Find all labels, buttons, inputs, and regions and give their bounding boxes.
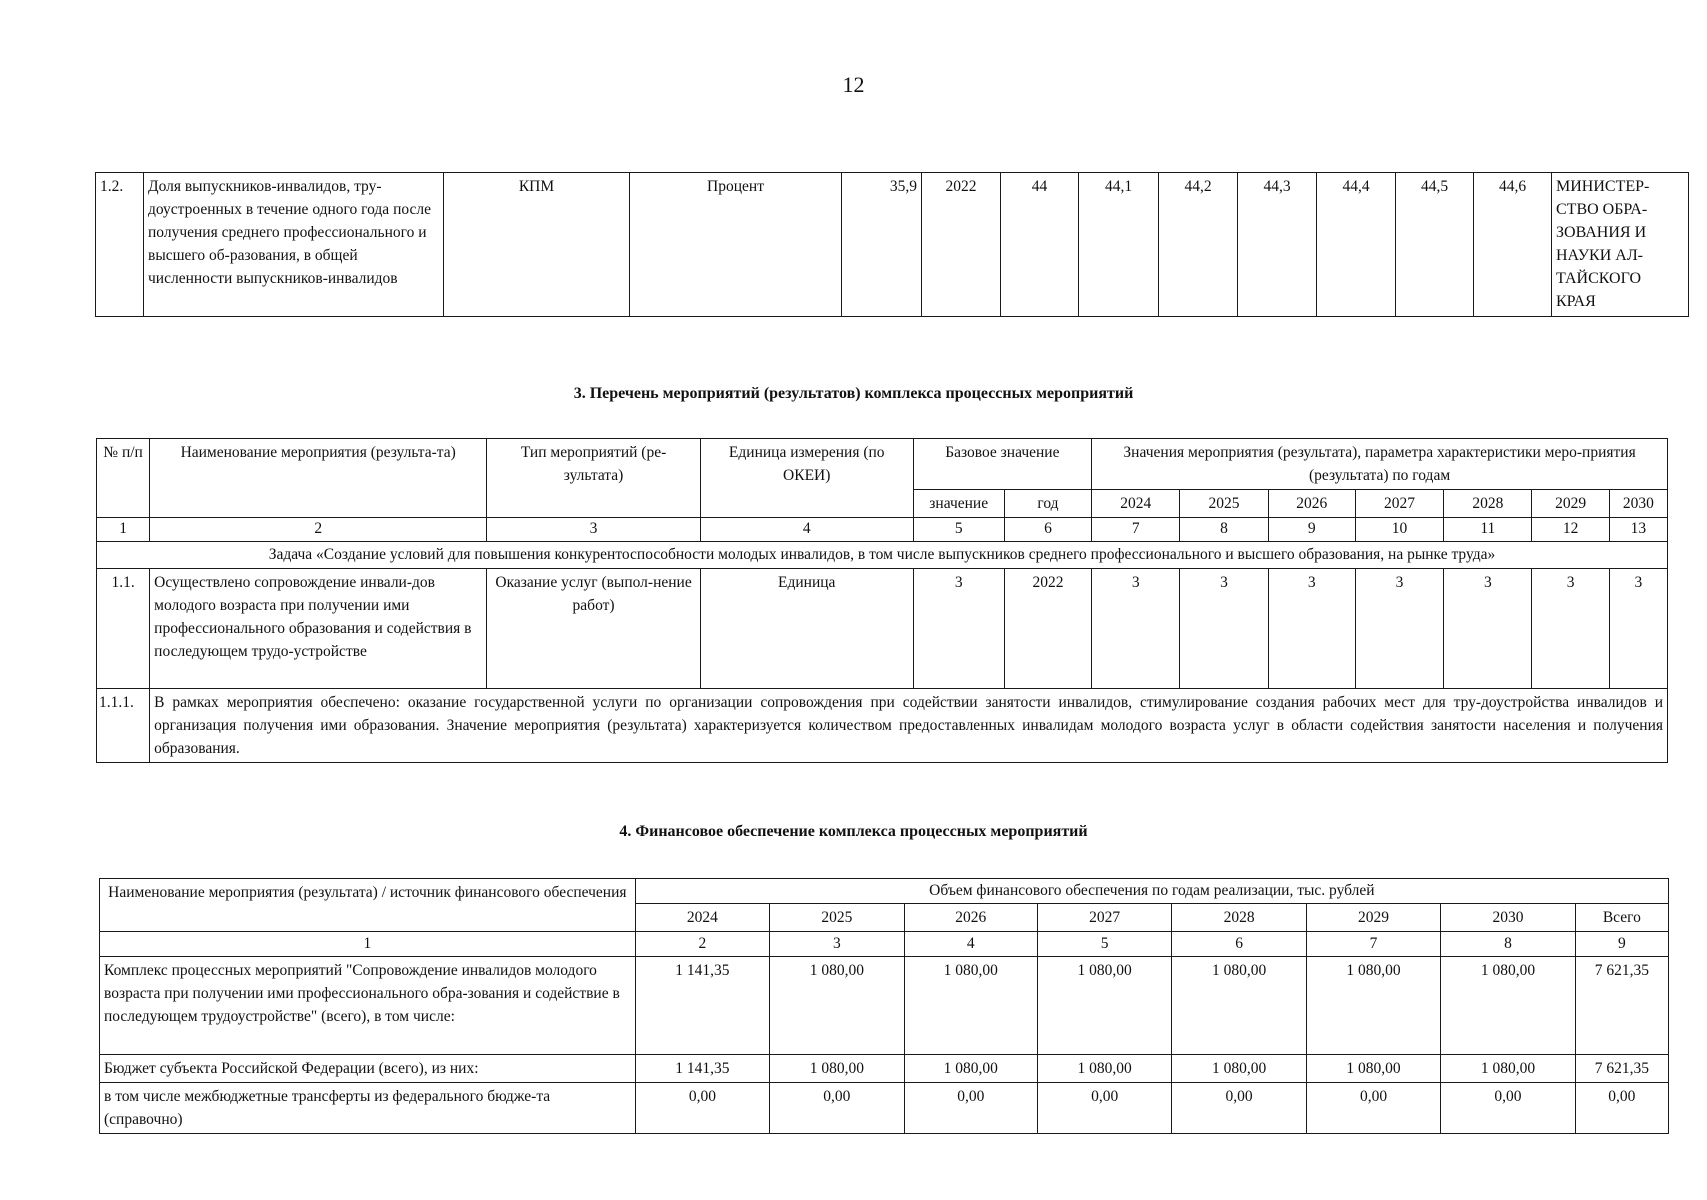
finance-column-numbers <box>100 932 1669 957</box>
measure-type: Оказание услуг (выпол-нение работ) <box>487 569 701 689</box>
measure-value-2030: 3 <box>1609 569 1667 689</box>
finance-value: 0,00 <box>1172 1083 1306 1134</box>
header-base-value: значение <box>913 490 1004 518</box>
finance-row-name: Комплекс процессных мероприятий "Сопровождение инвалидов молодого возраста при получении ими профессионального обра-зования и содействие в последующем трудоустройстве" (всего), в том числе: <box>100 957 636 1055</box>
column-number: 11 <box>1444 518 1532 542</box>
column-number: 1 <box>100 932 636 957</box>
finance-value: 1 080,00 <box>1172 1055 1306 1083</box>
finance-year-2028: 2028 <box>1172 904 1306 932</box>
column-number: 5 <box>913 518 1004 542</box>
finance-year-2030: 2030 <box>1441 904 1575 932</box>
finance-value: 1 080,00 <box>770 1055 904 1083</box>
column-number: 1 <box>97 518 150 542</box>
finance-value: 1 080,00 <box>1306 1055 1440 1083</box>
indicator-value-2028: 44,4 <box>1317 173 1396 317</box>
column-number: 2 <box>150 518 487 542</box>
indicator-value-2024: 44 <box>1001 173 1079 317</box>
section-3-title: 3. Перечень мероприятий (результатов) комплекса процессных мероприятий <box>573 385 1134 402</box>
finance-row-complex <box>100 957 1669 1055</box>
finance-total-header: Всего <box>1575 904 1668 932</box>
indicator-base-value: 35,9 <box>842 173 922 317</box>
indicator-unit: Процент <box>630 173 842 317</box>
indicator-type: КПМ <box>444 173 630 317</box>
finance-value: 0,00 <box>1441 1083 1575 1134</box>
measure-value-2025: 3 <box>1180 569 1268 689</box>
section-4-title: 4. Финансовое обеспечение комплекса процессных мероприятий <box>619 823 1088 840</box>
indicator-value-2025: 44,1 <box>1079 173 1159 317</box>
column-number: 6 <box>1172 932 1306 957</box>
header-unit: Единица измерения (по ОКЕИ) <box>700 439 913 518</box>
indicator-value-2029: 44,5 <box>1396 173 1474 317</box>
finance-row-regional-budget <box>100 1055 1669 1083</box>
column-number: 7 <box>1092 518 1180 542</box>
column-number: 10 <box>1355 518 1443 542</box>
header-year-2025: 2025 <box>1180 490 1268 518</box>
column-number: 8 <box>1180 518 1268 542</box>
finance-total: 7 621,35 <box>1575 957 1668 1055</box>
header-base: Базовое значение <box>913 439 1092 490</box>
finance-value: 0,00 <box>635 1083 769 1134</box>
finance-header-name: Наименование мероприятия (результата) / источник финансового обеспечения <box>100 879 636 932</box>
finance-header-group: Объем финансового обеспечения по годам реализации, тыс. рублей <box>635 879 1668 904</box>
task-text: Задача «Создание условий для повышения конкурентоспособности молодых инвалидов, в том числе выпускников среднего профессионального и высшего образования, на рынке труда» <box>97 542 1668 569</box>
header-num: № п/п <box>97 439 150 518</box>
header-year-2028: 2028 <box>1444 490 1532 518</box>
note-num: 1.1.1. <box>97 689 150 763</box>
finance-year-2029: 2029 <box>1306 904 1440 932</box>
finance-year-2024: 2024 <box>635 904 769 932</box>
finance-row-transfers <box>100 1083 1669 1134</box>
header-year-2029: 2029 <box>1532 490 1609 518</box>
finance-value: 1 080,00 <box>904 957 1037 1055</box>
indicator-value-2026: 44,2 <box>1159 173 1238 317</box>
note-text: В рамках мероприятия обеспечено: оказание государственной услуги по организации сопровождения при содействии занятости инвалидов, стимулирование создания рабочих мест для тру-доустройства инвалидов и организация получения ими образования. Значение мероприятия (результата) характеризуется количеством предоставленных инвалидам молодого возраста услуг в области содействия занятости населения и получения образования. <box>150 689 1668 763</box>
finance-year-2025: 2025 <box>770 904 904 932</box>
finance-row-name: в том числе межбюджетные трансферты из федерального бюдже-та (справочно) <box>100 1083 636 1134</box>
column-number: 3 <box>770 932 904 957</box>
header-year-2024: 2024 <box>1092 490 1180 518</box>
finance-value: 1 080,00 <box>1306 957 1440 1055</box>
finance-value: 1 080,00 <box>1172 957 1306 1055</box>
measures-header-row-1 <box>97 439 1668 490</box>
finance-value: 0,00 <box>1037 1083 1171 1134</box>
indicator-row <box>96 173 1689 317</box>
header-values-group: Значения мероприятия (результата), параметра характеристики меро-приятия (результата) по годам <box>1092 439 1668 490</box>
header-year-2026: 2026 <box>1268 490 1355 518</box>
finance-value: 1 080,00 <box>904 1055 1037 1083</box>
finance-value: 1 080,00 <box>1037 1055 1171 1083</box>
header-year-2027: 2027 <box>1355 490 1443 518</box>
finance-header-row-1 <box>100 879 1669 904</box>
finance-total: 7 621,35 <box>1575 1055 1668 1083</box>
measures-column-numbers <box>97 518 1668 542</box>
column-number: 2 <box>635 932 769 957</box>
indicator-responsible: МИНИСТЕР-СТВО ОБРА-ЗОВАНИЯ И НАУКИ АЛ-ТАЙСКОГО КРАЯ <box>1552 173 1689 317</box>
column-number: 9 <box>1268 518 1355 542</box>
finance-value: 0,00 <box>770 1083 904 1134</box>
column-number: 8 <box>1441 932 1575 957</box>
indicator-table <box>95 172 1689 317</box>
measure-base-year: 2022 <box>1004 569 1091 689</box>
header-name: Наименование мероприятия (результа-та) <box>150 439 487 518</box>
indicator-num: 1.2. <box>96 173 144 317</box>
measure-row <box>97 569 1668 689</box>
measure-value-2024: 3 <box>1092 569 1180 689</box>
finance-value: 1 080,00 <box>1037 957 1171 1055</box>
measure-value-2026: 3 <box>1268 569 1355 689</box>
header-base-year: год <box>1004 490 1091 518</box>
measure-value-2028: 3 <box>1444 569 1532 689</box>
measure-num: 1.1. <box>97 569 150 689</box>
finance-total: 0,00 <box>1575 1083 1668 1134</box>
column-number: 7 <box>1306 932 1440 957</box>
finance-row-name: Бюджет субъекта Российской Федерации (всего), из них: <box>100 1055 636 1083</box>
finance-value: 1 141,35 <box>635 957 769 1055</box>
task-row <box>97 542 1668 569</box>
finance-year-2026: 2026 <box>904 904 1037 932</box>
indicator-value-2030: 44,6 <box>1474 173 1552 317</box>
column-number: 13 <box>1609 518 1667 542</box>
column-number: 9 <box>1575 932 1668 957</box>
column-number: 4 <box>700 518 913 542</box>
header-type: Тип мероприятий (ре-зультата) <box>487 439 701 518</box>
finance-value: 1 141,35 <box>635 1055 769 1083</box>
column-number: 12 <box>1532 518 1609 542</box>
finance-value: 0,00 <box>1306 1083 1440 1134</box>
finance-table <box>99 878 1669 1134</box>
measure-base-value: 3 <box>913 569 1004 689</box>
measure-name: Осуществлено сопровождение инвали-дов молодого возраста при получении ими профессионального образования и содействия в последующем трудо-устройстве <box>150 569 487 689</box>
column-number: 4 <box>904 932 1037 957</box>
measures-table <box>96 438 1668 763</box>
measure-value-2029: 3 <box>1532 569 1609 689</box>
page-number: 12 <box>842 72 865 97</box>
column-number: 5 <box>1037 932 1171 957</box>
indicator-base-year: 2022 <box>922 173 1001 317</box>
indicator-name: Доля выпускников-инвалидов, тру-доустроенных в течение одного года после получения среднего профессионального и высшего об-разования, в общей численности выпускников-инвалидов <box>144 173 444 317</box>
note-row <box>97 689 1668 763</box>
indicator-value-2027: 44,3 <box>1238 173 1317 317</box>
measure-value-2027: 3 <box>1355 569 1443 689</box>
finance-value: 1 080,00 <box>770 957 904 1055</box>
finance-value: 1 080,00 <box>1441 1055 1575 1083</box>
finance-year-2027: 2027 <box>1037 904 1171 932</box>
column-number: 3 <box>487 518 701 542</box>
header-year-2030: 2030 <box>1609 490 1667 518</box>
finance-value: 1 080,00 <box>1441 957 1575 1055</box>
measure-unit: Единица <box>700 569 913 689</box>
finance-value: 0,00 <box>904 1083 1037 1134</box>
column-number: 6 <box>1004 518 1091 542</box>
